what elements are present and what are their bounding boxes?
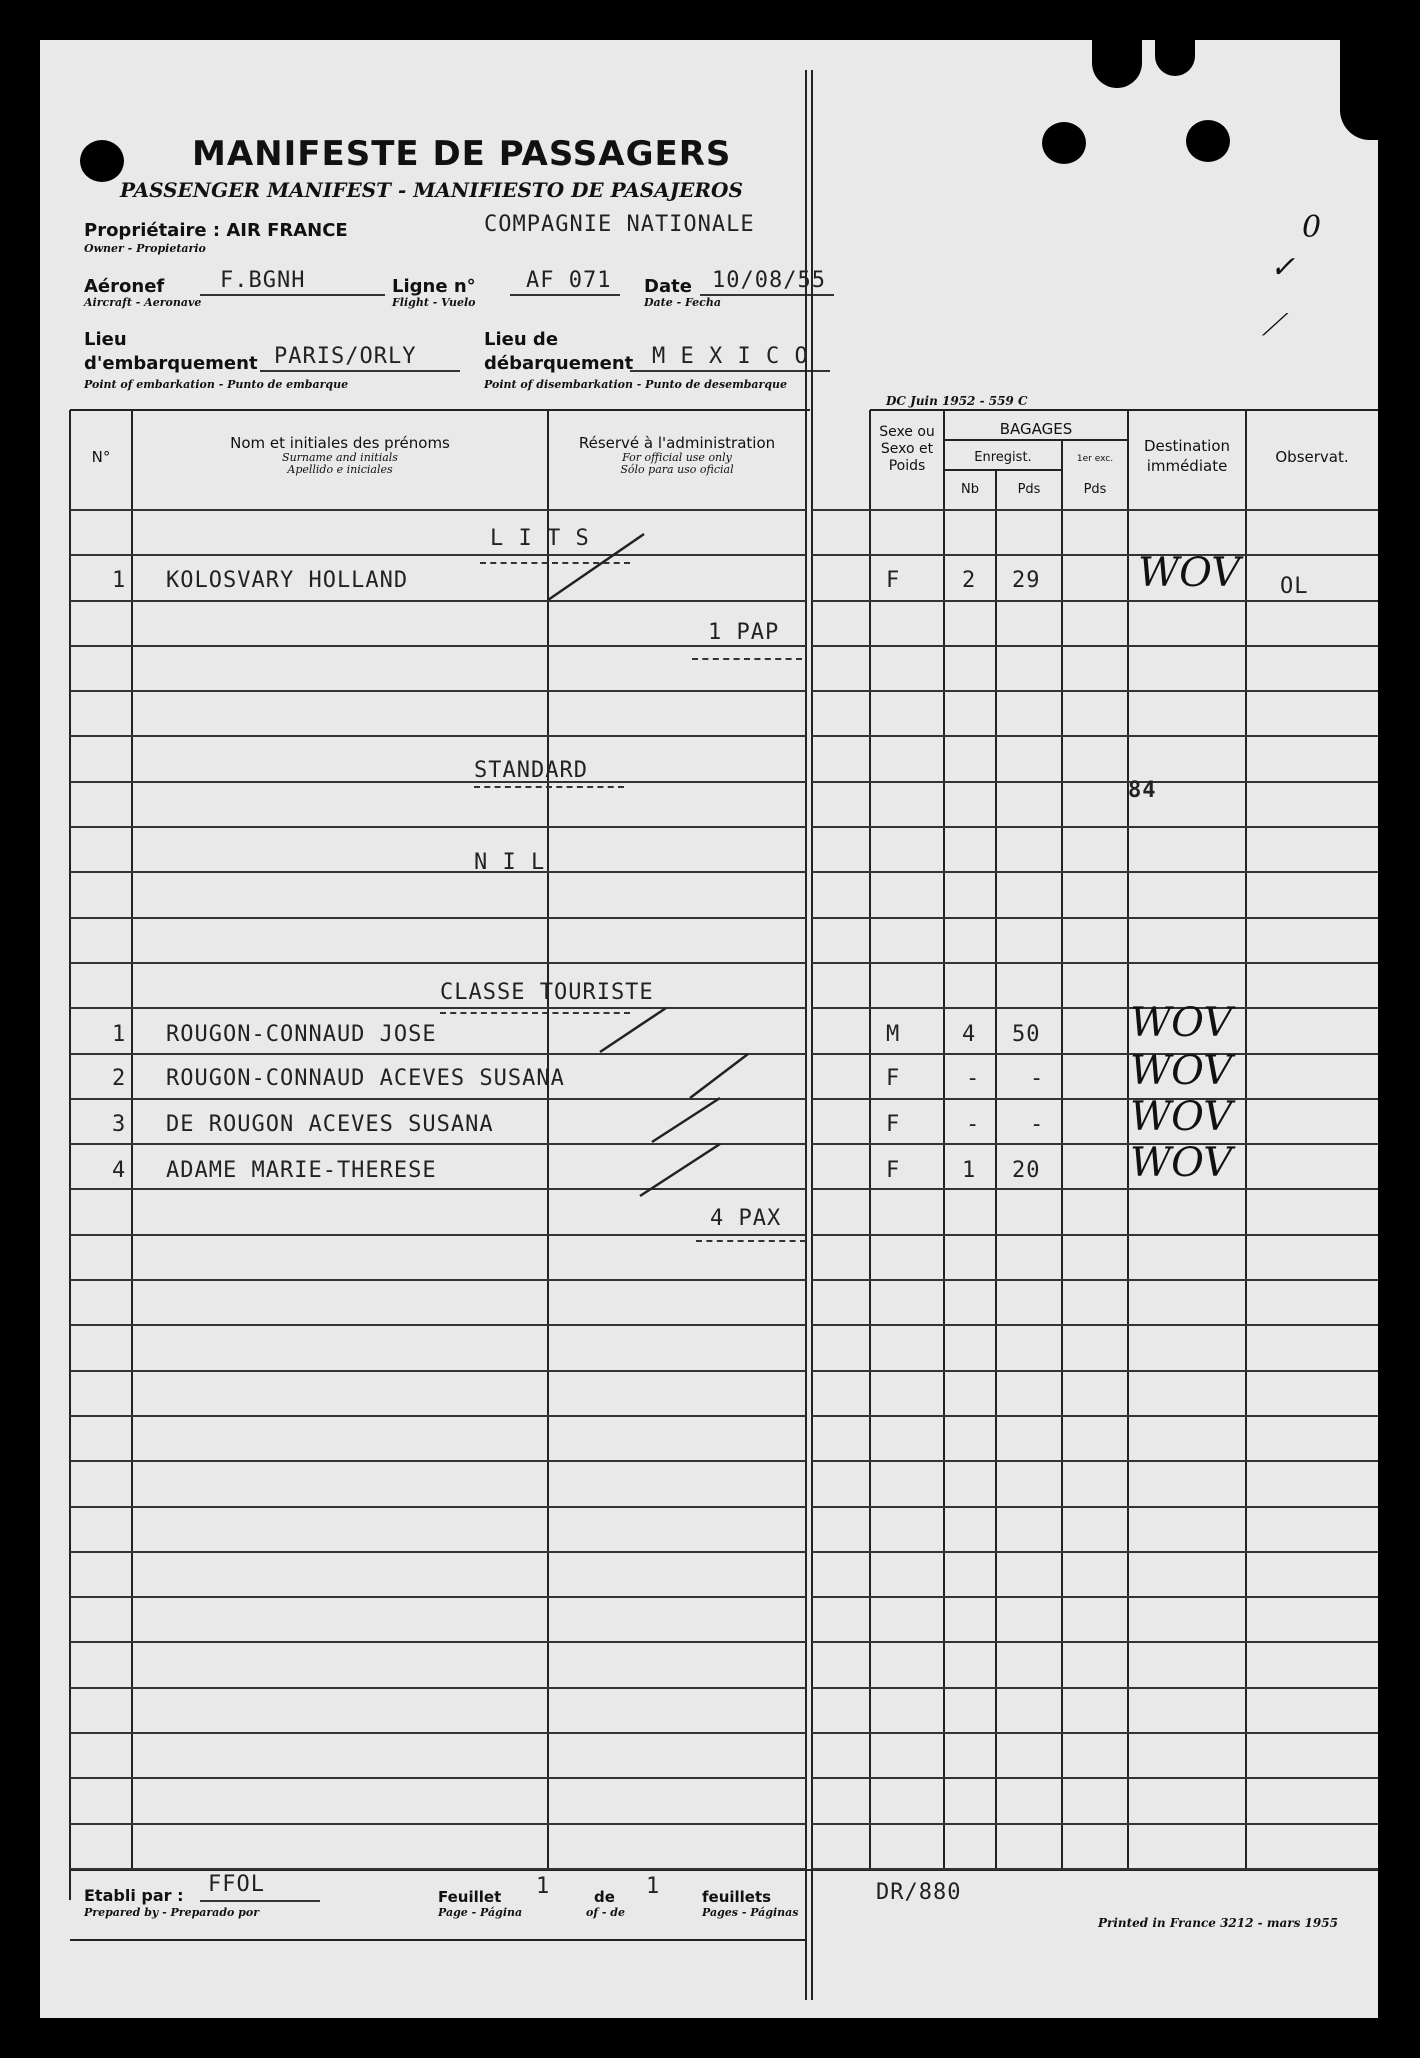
passenger-destination: WOV [1138, 550, 1241, 596]
passenger-bag-count: 4 [962, 1022, 977, 1047]
passenger-bag-weight: 29 [1012, 568, 1041, 593]
section-touriste: CLASSE TOURISTE [440, 980, 654, 1005]
printed-note: Printed in France 3212 - mars 1955 [1098, 1916, 1338, 1930]
passenger-name: KOLOSVARY HOLLAND [166, 568, 409, 593]
embark-value: PARIS/ORLY [274, 344, 417, 369]
col-enregist: Enregist. [974, 450, 1032, 465]
of-sub: of - de [586, 1906, 625, 1919]
flight-sub: Flight - Vuelo [392, 296, 476, 309]
date-label: Date [644, 276, 692, 297]
sheet-label: Feuillet [438, 1888, 502, 1906]
col-admin-sub1: For official use only [622, 451, 732, 464]
col-excess: 1er exc. [1076, 454, 1114, 464]
prepared-label: Etabli par : [84, 1886, 184, 1905]
col-dest: Destination immédiate [1143, 437, 1231, 475]
margin-mark: ⟋ [1262, 308, 1283, 343]
passenger-no: 1 [112, 1022, 127, 1047]
passenger-destination: WOV [1130, 1048, 1233, 1094]
disembark-sub: Point of disembarkation - Punto de desembarque [484, 378, 788, 391]
owner-label: Propriétaire : AIR FRANCE [84, 220, 348, 241]
sheet-sub: Page - Página [438, 1906, 523, 1919]
passenger-name: ROUGON-CONNAUD ACEVES SUSANA [166, 1066, 565, 1091]
page-subtitle: PASSENGER MANIFEST - MANIFIESTO DE PASAJEROS [120, 178, 743, 202]
passenger-sex: M [886, 1022, 901, 1047]
col-admin-label: Réservé à l'administration [578, 434, 776, 452]
passenger-no: 3 [112, 1112, 127, 1137]
col-no: N° [91, 448, 111, 466]
prepared-sub: Prepared by - Preparado por [84, 1906, 259, 1919]
check-mark [690, 1054, 748, 1098]
disembark-label: Lieu de débarquement [484, 329, 634, 374]
col-name-label: Nom et initiales des prénoms [230, 434, 450, 452]
embark-label: Lieu d'embarquement [84, 329, 258, 374]
passenger-destination: WOV [1130, 1140, 1233, 1186]
of-value: 1 [646, 1874, 661, 1899]
section-lits: L I T S [490, 526, 590, 551]
page-title: MANIFESTE DE PASSAGERS [192, 134, 732, 174]
embark-sub: Point of embarkation - Punto de embarque [84, 378, 349, 391]
section-nil: N I L [474, 850, 546, 875]
passenger-no: 2 [112, 1066, 127, 1091]
passenger-no: 4 [112, 1158, 127, 1183]
aircraft-sub: Aircraft - Aeronave [84, 296, 202, 309]
check-mark [652, 1098, 720, 1142]
passenger-name: ROUGON-CONNAUD JOSE [166, 1022, 437, 1047]
col-sex: Sexe ou Sexo et Poids [879, 424, 935, 474]
passenger-destination: WOV [1130, 1094, 1233, 1140]
section-touriste-count: 4 PAX [710, 1206, 782, 1231]
of-label: de [594, 1888, 615, 1906]
col-pds: Pds [1017, 482, 1041, 497]
passenger-sex: F [886, 1158, 901, 1183]
owner-sub: Owner - Propietario [84, 242, 206, 255]
passenger-bag-count: 1 [962, 1158, 977, 1183]
col-name-sub1: Surname and initials [282, 451, 398, 464]
col-pds2: Pds [1083, 482, 1107, 497]
prepared-line [200, 1900, 320, 1902]
document-ref: DR/880 [876, 1880, 962, 1905]
col-obs: Observat. [1275, 448, 1349, 466]
sheet-value: 1 [536, 1874, 551, 1899]
aircraft-label: Aéronef [84, 276, 165, 297]
standard-mark: 84 [1128, 778, 1157, 803]
passenger-destination: WOV [1130, 1000, 1233, 1046]
flight-value: AF 071 [526, 268, 612, 293]
aircraft-value: F.BGNH [220, 268, 306, 293]
passenger-sex: F [886, 1112, 901, 1137]
passenger-name: ADAME MARIE-THERESE [166, 1158, 437, 1183]
admin-check-marks [40, 40, 1378, 2018]
prepared-value: FFOL [208, 1872, 265, 1897]
col-bagages: BAGAGES [999, 420, 1073, 438]
passenger-bag-count: 2 [962, 568, 977, 593]
passenger-bag-count: - [966, 1112, 981, 1137]
flight-label: Ligne n° [392, 276, 476, 297]
check-mark [600, 1008, 666, 1052]
margin-mark: 0 [1302, 210, 1322, 245]
section-lits-count: 1 PAP [708, 620, 780, 645]
pages-label: feuillets [702, 1888, 772, 1906]
passenger-observation: OL [1280, 574, 1309, 599]
passenger-no: 1 [112, 568, 127, 593]
passenger-bag-count: - [966, 1066, 981, 1091]
passenger-bag-weight: - [1030, 1112, 1045, 1137]
passenger-name: DE ROUGON ACEVES SUSANA [166, 1112, 494, 1137]
date-sub: Date - Fecha [644, 296, 721, 309]
owner-value: COMPAGNIE NATIONALE [484, 212, 755, 237]
col-nb: Nb [961, 482, 979, 497]
passenger-bag-weight: 20 [1012, 1158, 1041, 1183]
pages-sub: Pages - Páginas [702, 1906, 799, 1919]
manifest-page [40, 40, 1378, 2018]
passenger-bag-weight: 50 [1012, 1022, 1041, 1047]
check-mark [640, 1144, 720, 1196]
passenger-sex: F [886, 568, 901, 593]
passenger-sex: F [886, 1066, 901, 1091]
disembark-value: M E X I C O [652, 344, 809, 369]
form-reference: DC Juin 1952 - 559 C [886, 394, 1028, 408]
date-value: 10/08/55 [712, 268, 826, 293]
col-admin-sub2: Sólo para uso oficial [620, 463, 734, 476]
passenger-bag-weight: - [1030, 1066, 1045, 1091]
col-name-sub2: Apellido e iniciales [287, 463, 393, 476]
check-mark [548, 534, 644, 600]
section-standard: STANDARD [474, 758, 588, 783]
margin-mark: ✓ [1270, 250, 1296, 285]
